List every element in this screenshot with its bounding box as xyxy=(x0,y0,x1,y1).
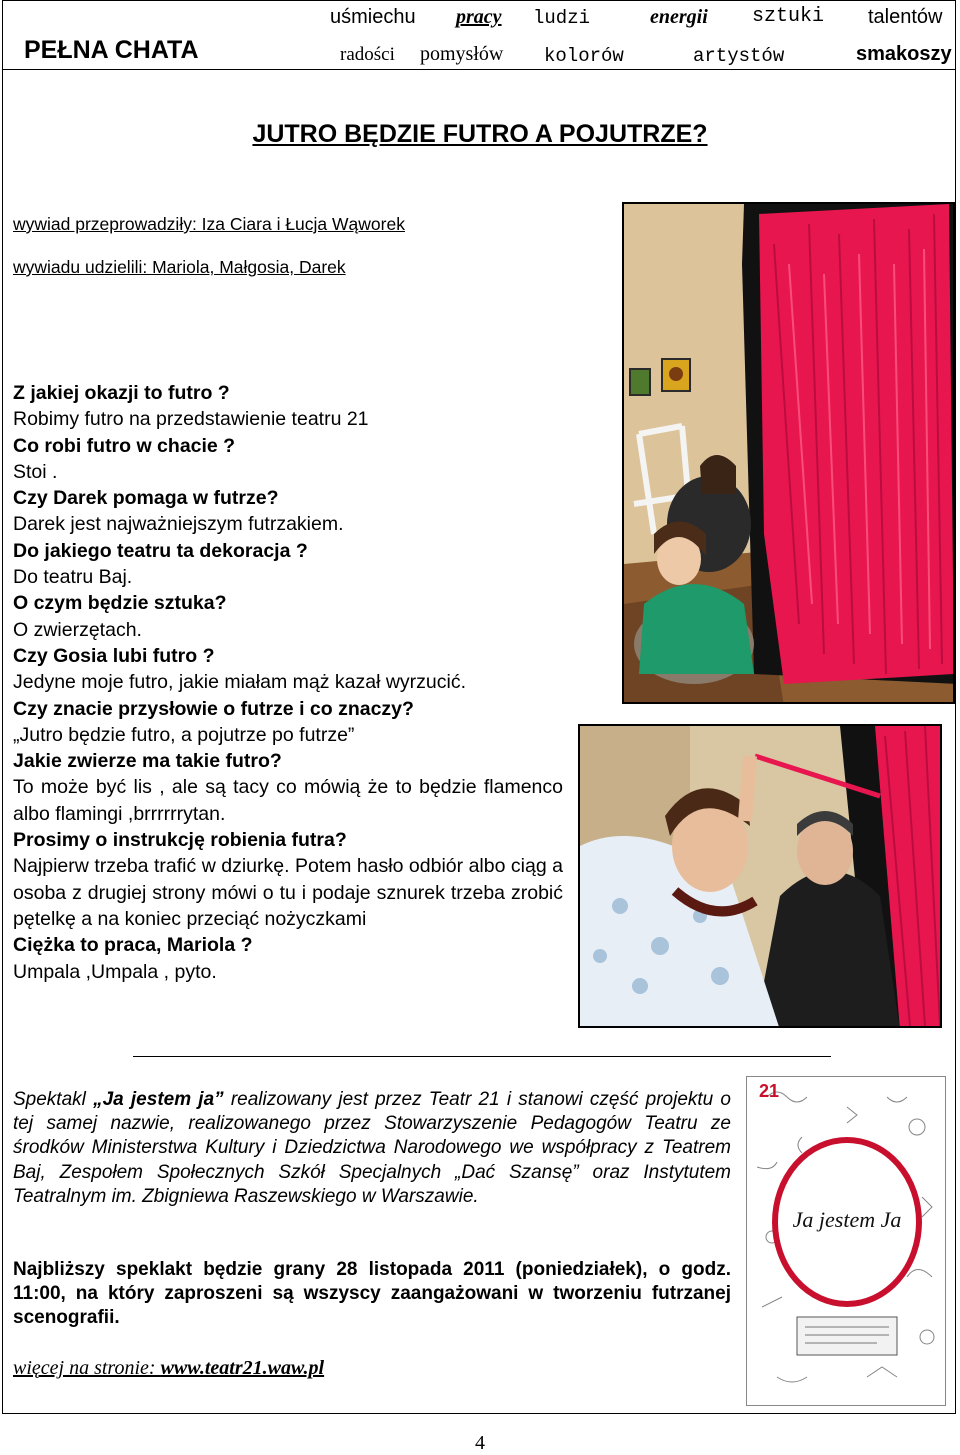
question: Czy znacie przysłowie o futrze i co znaczy? xyxy=(13,697,414,720)
photo-making-fur xyxy=(578,724,942,1028)
tag-ludzi: ludzi xyxy=(533,7,591,29)
tag-radosci: radości xyxy=(340,44,395,65)
interview-body xyxy=(13,380,563,985)
question: O czym będzie sztuka? xyxy=(13,592,227,615)
next-performance: Najbliższy speklakt będzie grany 28 listopada 2011 (poniedziałek), o godz. 11:00, na który zaproszeni są wszyscy zaangażowani w tworzeniu futrzanej scenografii. xyxy=(13,1259,731,1329)
website-link[interactable]: www.teatr21.waw.pl xyxy=(160,1357,325,1379)
more-info-line xyxy=(13,1357,324,1380)
answer: Stoi . xyxy=(13,460,58,483)
tag-energii: energii xyxy=(650,6,708,28)
answer: Jedyne moje futro, jakie miałam mąż kazał wyrzucić. xyxy=(13,671,466,694)
page-number: 4 xyxy=(475,1432,485,1454)
answer: Umpala ,Umpala , pyto. xyxy=(13,960,217,983)
tag-artystow: artystów xyxy=(693,45,785,67)
question: Czy Gosia lubi futro ? xyxy=(13,644,215,667)
poster-title: Ja jestem Ja xyxy=(792,1207,902,1232)
answer: Najpierw trzeba trafić w dziurkę. Potem hasło odbiór albo ciąg a osoba z drugiej strony mówi o tu i podaje sznurek trzeba zrobić pętelkę a na koniec przeciąć nożyczkami xyxy=(13,855,563,930)
project-info xyxy=(13,1088,731,1209)
poster-image xyxy=(746,1076,946,1406)
answer: Robimy futro na przedstawienie teatru 21 xyxy=(13,408,369,431)
poster-logo: 21 xyxy=(759,1081,780,1101)
question: Ciężka to praca, Mariola ? xyxy=(13,934,253,957)
question: Do jakiego teatru ta dekoracja ? xyxy=(13,539,308,562)
interviewers-line: wywiad przeprowadziły: Iza Ciara i Łucja Wąworek xyxy=(13,214,405,234)
question: Czy Darek pomaga w futrze? xyxy=(13,487,279,510)
question: Jakie zwierze ma takie futro? xyxy=(13,750,282,773)
info-text-b: realizowany jest przez Teatr 21 i stanowi część projektu o tej samej nazwie, realizowanego przez Stowarzyszenie Pedagogów Teatru ze środków Ministerstwa Kultury i Dziedzictwa Narodowego we współpracy z Teatrem Baj, Zespołem Społecznych Szkół Specjalnych „Dać Szansę” oraz Instytutem Teatralnym im. Zbigniewa Raszewskiego w Warszawie. xyxy=(13,1089,731,1207)
tag-pracy: pracy xyxy=(456,6,502,28)
tag-kolorow: kolorów xyxy=(544,45,624,67)
tag-sztuki: sztuki xyxy=(752,5,825,28)
question: Z jakiej okazji to futro ? xyxy=(13,382,230,404)
photo-fur-easel xyxy=(622,202,955,704)
answer: Do teatru Baj. xyxy=(13,566,133,589)
tag-smakoszy: smakoszy xyxy=(856,43,952,65)
answer: „Jutro będzie futro, a pojutrze po futrze” xyxy=(13,723,355,746)
answer: O zwierzętach. xyxy=(13,618,142,641)
interviewees-line: wywiadu udzielili: Mariola, Małgosia, Darek xyxy=(13,257,346,277)
more-label: więcej na stronie: xyxy=(13,1357,161,1379)
article-title: JUTRO BĘDZIE FUTRO A POJUTRZE? xyxy=(252,120,708,148)
tag-usmiechu: uśmiechu xyxy=(330,6,416,28)
question: Co robi futro w chacie ? xyxy=(13,434,236,457)
answer: To może być lis , ale są tacy co mówią że to będzie flamenco albo flamingi ,brrrrrrytan. xyxy=(13,776,563,825)
play-title: „Ja jestem ja” xyxy=(93,1089,224,1110)
tag-pomyslow: pomysłów xyxy=(420,43,504,65)
question: Prosimy o instrukcję robienia futra? xyxy=(13,829,347,852)
brand-title: PEŁNA CHATA xyxy=(24,36,199,64)
section-separator xyxy=(133,1056,831,1057)
answer: Darek jest najważniejszym futrzakiem. xyxy=(13,513,344,536)
tag-talentow: talentów xyxy=(868,6,943,28)
info-text-a: Spektakl xyxy=(13,1089,94,1110)
